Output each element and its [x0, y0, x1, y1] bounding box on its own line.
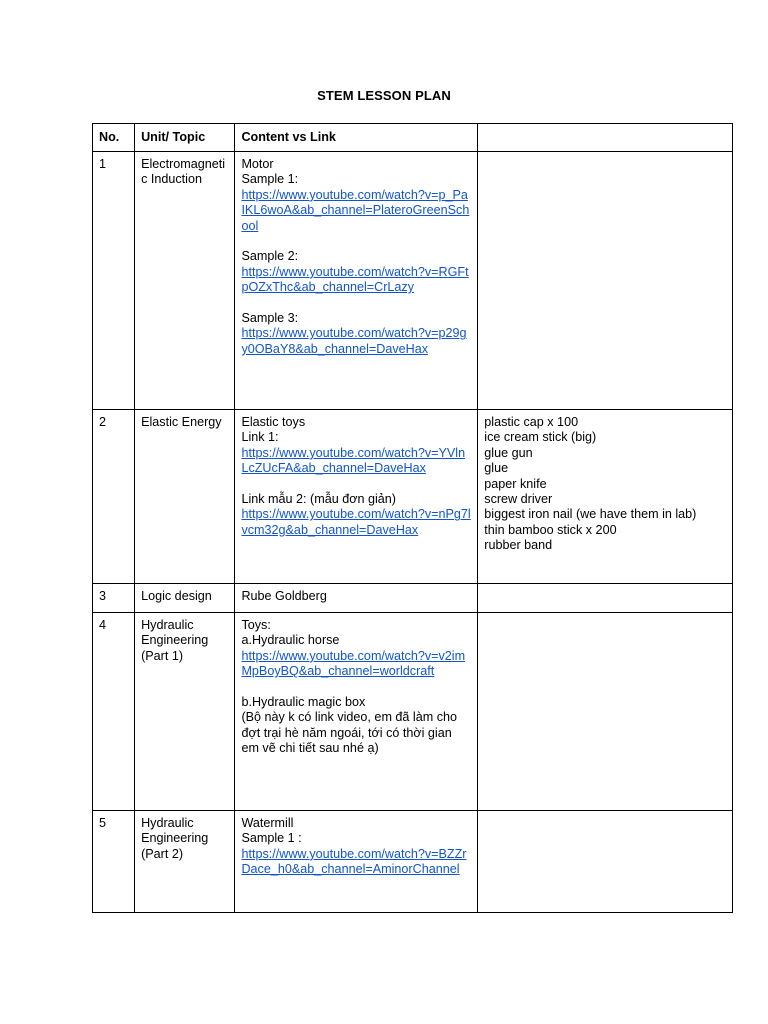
content-heading: Toys:: [241, 618, 271, 632]
cell-unit: Logic design: [135, 584, 235, 613]
youtube-link[interactable]: https://www.youtube.com/watch?v=BZZrDace_h0&ab_channel=AminorChannel: [241, 846, 467, 877]
cell-content: [235, 152, 478, 410]
material-item: thin bamboo stick x 200: [484, 522, 617, 537]
table-row: [93, 811, 733, 913]
cell-materials: [478, 410, 733, 584]
cell-no: 2: [93, 410, 135, 584]
youtube-link[interactable]: https://www.youtube.com/watch?v=nPg7lvcm32g&ab_channel=DaveHax: [241, 507, 471, 537]
sample-label: Sample 3:: [241, 311, 299, 326]
cell-materials: [478, 152, 733, 410]
material-item: biggest iron nail (we have them in lab): [484, 507, 697, 522]
table-header-row: [93, 124, 733, 152]
cell-materials: [478, 584, 733, 613]
table-row: [93, 584, 733, 613]
material-item: glue: [484, 461, 509, 476]
header-materials: [478, 124, 733, 152]
material-item: screw driver: [484, 492, 553, 507]
cell-unit: Elastic Energy: [135, 410, 235, 584]
cell-content: [235, 584, 478, 613]
cell-no: 4: [93, 613, 135, 811]
material-item: paper knife: [484, 476, 547, 491]
material-item: plastic cap x 100: [484, 415, 579, 429]
material-item: rubber band: [484, 538, 553, 553]
content-heading: Motor: [241, 157, 274, 171]
cell-no: 5: [93, 811, 135, 913]
material-item: ice cream stick (big): [484, 430, 597, 445]
youtube-link[interactable]: https://www.youtube.com/watch?v=p_PaIKL6woA&ab_channel=PlateroGreenSchool: [241, 187, 470, 233]
content-heading: Watermill: [241, 816, 294, 830]
cell-content: [235, 410, 478, 584]
table-row: [93, 152, 733, 410]
sample-label: Sample 1 :: [241, 831, 302, 846]
cell-unit: Hydraulic Engineering (Part 2): [135, 811, 235, 913]
header-unit-topic: Unit/ Topic: [135, 124, 235, 152]
sample-label: Sample 1:: [241, 172, 299, 187]
document-title: STEM LESSON PLAN: [317, 88, 451, 103]
header-content-link: Content vs Link: [235, 124, 478, 152]
cell-materials: [478, 613, 733, 811]
link-label: Link 1:: [241, 430, 279, 445]
youtube-link[interactable]: https://www.youtube.com/watch?v=YVlnLcZUcFA&ab_channel=DaveHax: [241, 445, 466, 476]
toy-note: (Bộ này k có link video, em đã làm cho đợt trại hè năm ngoái, tới có thời gian em vẽ chi tiết sau nhé ạ): [241, 710, 461, 756]
cell-content: [235, 613, 478, 811]
content-heading: Elastic toys: [241, 415, 306, 429]
cell-no: 1: [93, 152, 135, 410]
toy-item: b.Hydraulic magic box: [241, 695, 366, 710]
youtube-link[interactable]: https://www.youtube.com/watch?v=RGFtpOZxThc&ab_channel=CrLazy: [241, 264, 469, 295]
material-item: glue gun: [484, 445, 533, 460]
header-no: No.: [93, 124, 135, 152]
sample-label: Sample 2:: [241, 249, 299, 264]
table-row: [93, 410, 733, 584]
cell-unit: Hydraulic Engineering (Part 1): [135, 613, 235, 811]
cell-content: [235, 811, 478, 913]
cell-unit: Electromagnetic Induction: [135, 152, 235, 410]
link-label: Link mẫu 2: (mẫu đơn giản): [241, 492, 396, 507]
cell-materials: [478, 811, 733, 913]
toy-item: a.Hydraulic horse: [241, 633, 340, 648]
cell-no: 3: [93, 584, 135, 613]
content-heading: Rube Goldberg: [241, 589, 327, 603]
table-row: [93, 613, 733, 811]
youtube-link[interactable]: https://www.youtube.com/watch?v=p29gy0OBaY8&ab_channel=DaveHax: [241, 326, 467, 356]
youtube-link[interactable]: https://www.youtube.com/watch?v=v2imMpBoyBQ&ab_channel=worldcraft: [241, 648, 466, 679]
lesson-plan-table: [92, 123, 733, 913]
